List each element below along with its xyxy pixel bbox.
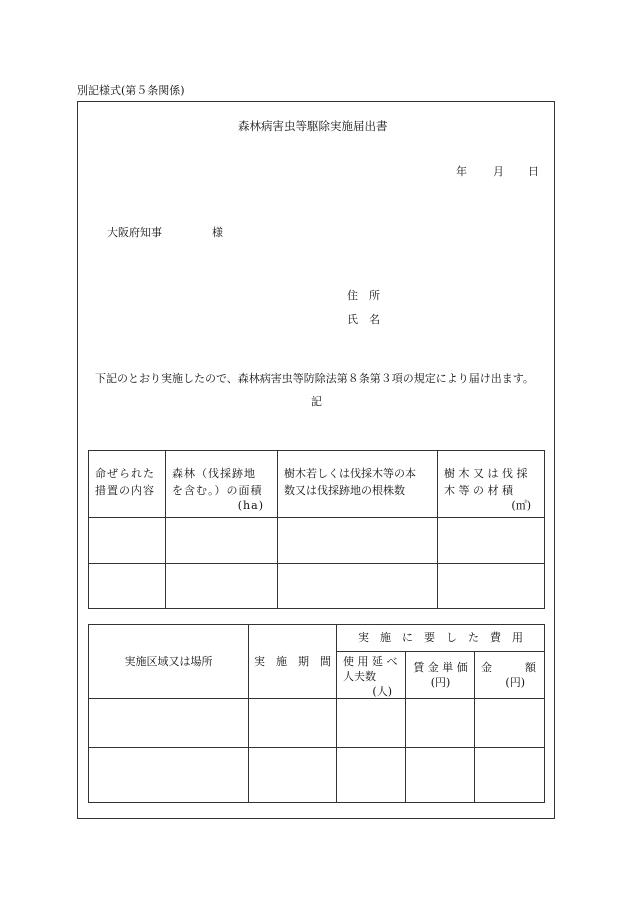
table-cell[interactable]	[249, 699, 337, 748]
date-month-label: 月	[493, 165, 504, 178]
table-cell[interactable]	[89, 518, 166, 564]
implementation-table	[88, 624, 545, 803]
table-cell[interactable]	[438, 564, 545, 609]
ki-label: 記	[311, 395, 322, 408]
table-cell[interactable]	[278, 518, 438, 564]
header-amount: 金 額 (円)	[475, 652, 545, 699]
table-cell[interactable]	[89, 748, 249, 803]
header-wage: 賃 金 単 価 (円)	[406, 652, 475, 699]
implementation-header-row	[89, 625, 545, 652]
table-cell[interactable]	[475, 748, 545, 803]
table-cell[interactable]	[89, 699, 249, 748]
table-cell[interactable]	[166, 564, 278, 609]
header-volume: 樹 木 又 は 伐 採 木 等 の 材 積 (㎥)	[438, 451, 545, 518]
table-cell[interactable]	[406, 699, 475, 748]
name-label: 氏 名	[347, 313, 380, 326]
form-label: 別記様式(第５条関係)	[77, 84, 185, 97]
header-tree-count: 樹木若しくは伐採木等の本 数又は伐採跡地の根株数	[278, 451, 438, 518]
measures-header-row	[89, 451, 545, 518]
measures-table	[88, 450, 545, 609]
header-period: 実 施 期 間	[249, 625, 337, 699]
table-cell[interactable]	[89, 564, 166, 609]
table-cell[interactable]	[337, 748, 406, 803]
addressee-honorific: 様	[212, 226, 223, 239]
table-row	[89, 564, 545, 609]
table-cell[interactable]	[166, 518, 278, 564]
header-measure-content: 命ぜられた 措置の内容	[89, 451, 166, 518]
table-cell[interactable]	[406, 748, 475, 803]
table-cell[interactable]	[438, 518, 545, 564]
table-cell[interactable]	[278, 564, 438, 609]
table-row	[89, 748, 545, 803]
address-label: 住 所	[347, 289, 380, 302]
statement-text: 下記のとおり実施したので、森林病害虫等防除法第８条第３項の規定により届け出ます。	[95, 372, 534, 385]
table-cell[interactable]	[249, 748, 337, 803]
table-cell[interactable]	[475, 699, 545, 748]
table-cell[interactable]	[337, 699, 406, 748]
header-area: 実施区域又は場所	[89, 625, 249, 699]
date-year-label: 年	[456, 165, 467, 178]
table-row	[89, 518, 545, 564]
form-title: 森林病害虫等駆除実施届出書	[238, 119, 388, 133]
header-cost: 実 施 に 要 し た 費 用	[337, 625, 545, 652]
table-row	[89, 699, 545, 748]
header-workers: 使 用 延 べ 人夫数 (人)	[337, 652, 406, 699]
header-forest-area: 森林（伐採跡地 を含む。）の面積 (ha)	[166, 451, 278, 518]
date-day-label: 日	[528, 165, 539, 178]
addressee-name: 大阪府知事	[107, 226, 162, 239]
